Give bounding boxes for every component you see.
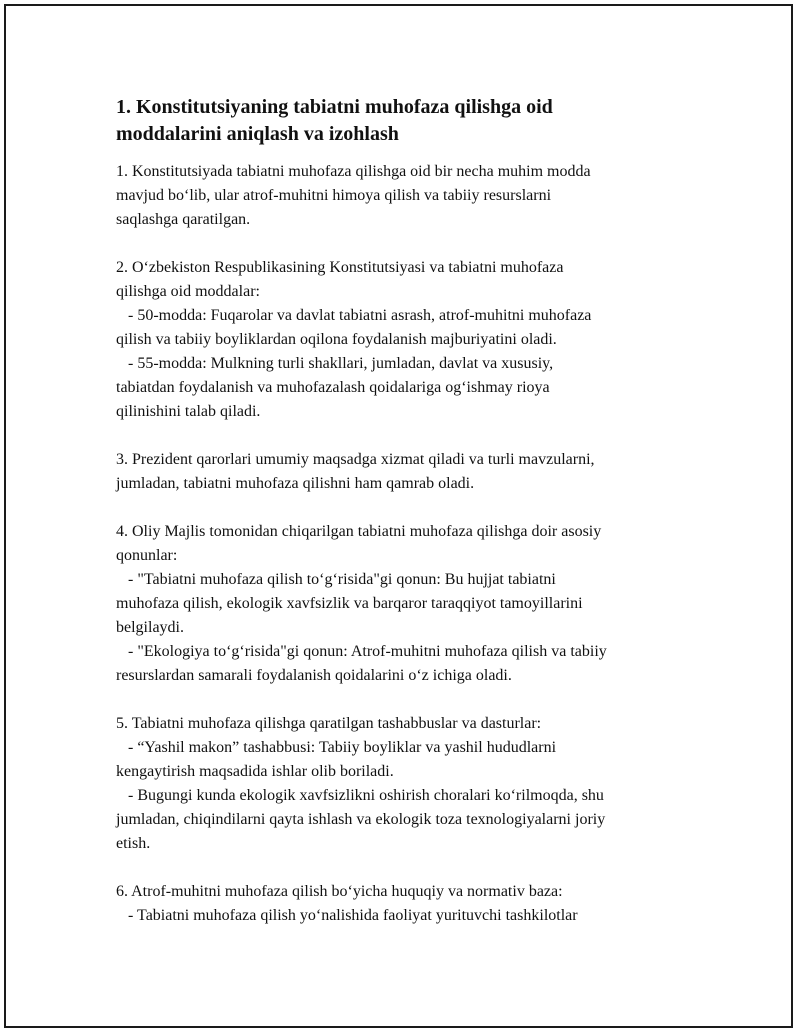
text-line: belgilaydi. bbox=[116, 619, 184, 636]
list-item-line: - "Ekologiya to‘g‘risida"gi qonun: Atrof-muhitni muhofaza qilish va tabiiy bbox=[128, 643, 607, 660]
title-spacer bbox=[116, 148, 696, 160]
section-1-paragraph bbox=[116, 160, 696, 232]
text-line: muhofaza qilish, ekologik xavfsizlik va barqaror taraqqiyot tamoyillarini bbox=[116, 595, 583, 612]
text-line: qilinishini talab qiladi. bbox=[116, 403, 261, 420]
text-line: mavjud bo‘lib, ular atrof-muhitni himoya qilish va tabiiy resurslarni bbox=[116, 187, 552, 204]
text-line: 1. Konstitutsiyada tabiatni muhofaza qilishga oid bir necha muhim modda bbox=[116, 163, 591, 180]
text-line: tabiatdan foydalanish va muhofazalash qoidalariga og‘ishmay rioya bbox=[116, 379, 550, 396]
text-line: jumladan, chiqindilarni qayta ishlash va ekologik toza texnologiyalarni joriy bbox=[116, 811, 606, 828]
text-line: 6. Atrof-muhitni muhofaza qilish bo‘yicha huquqiy va normativ baza: bbox=[116, 883, 563, 900]
text-line: qilish va tabiiy boyliklardan oqilona foydalanish majburiyatini oladi. bbox=[116, 331, 557, 348]
text-line: saqlashga qaratilgan. bbox=[116, 211, 251, 228]
text-line: 5. Tabiatni muhofaza qilishga qaratilgan tashabbuslar va dasturlar: bbox=[116, 715, 542, 732]
text-line: etish. bbox=[116, 835, 151, 852]
list-item-line: - Tabiatni muhofaza qilish yo‘nalishida faoliyat yurituvchi tashkilotlar bbox=[128, 907, 578, 924]
text-line: jumladan, tabiatni muhofaza qilishni ham qamrab oladi. bbox=[116, 475, 475, 492]
title-line: moddalarini aniqlash va izohlash bbox=[116, 123, 399, 145]
list-item-line: - "Tabiatni muhofaza qilish to‘g‘risida"gi qonun: Bu hujjat tabiatni bbox=[128, 571, 556, 588]
list-item-line: - Bugungi kunda ekologik xavfsizlikni oshirish choralari ko‘rilmoqda, shu bbox=[128, 787, 604, 804]
section-4-paragraph bbox=[116, 520, 696, 688]
text-line: 2. O‘zbekiston Respublikasining Konstitutsiyasi va tabiatni muhofaza bbox=[116, 259, 564, 276]
section-3-paragraph bbox=[116, 448, 696, 496]
text-line: qilishga oid moddalar: bbox=[116, 283, 260, 300]
text-line: kengaytirish maqsadida ishlar olib boriladi. bbox=[116, 763, 394, 780]
section-5-paragraph bbox=[116, 712, 696, 856]
text-line: 4. Oliy Majlis tomonidan chiqarilgan tabiatni muhofaza qilishga doir asosiy bbox=[116, 523, 602, 540]
list-item-line: - 50-modda: Fuqarolar va davlat tabiatni asrash, atrof-muhitni muhofaza bbox=[128, 307, 592, 324]
title-line: 1. Konstitutsiyaning tabiatni muhofaza qilishga oid bbox=[116, 96, 553, 118]
document-title bbox=[116, 94, 696, 148]
text-line: resurslardan samarali foydalanish qoidalarini o‘z ichiga oladi. bbox=[116, 667, 512, 684]
document-body bbox=[116, 94, 696, 928]
section-2-paragraph bbox=[116, 256, 696, 424]
list-item-line: - “Yashil makon” tashabbusi: Tabiiy boyliklar va yashil hududlarni bbox=[128, 739, 557, 756]
section-6-paragraph bbox=[116, 880, 696, 928]
list-item-line: - 55-modda: Mulkning turli shakllari, jumladan, davlat va xususiy, bbox=[128, 355, 554, 372]
text-line: qonunlar: bbox=[116, 547, 178, 564]
text-line: 3. Prezident qarorlari umumiy maqsadga xizmat qiladi va turli mavzularni, bbox=[116, 451, 595, 468]
